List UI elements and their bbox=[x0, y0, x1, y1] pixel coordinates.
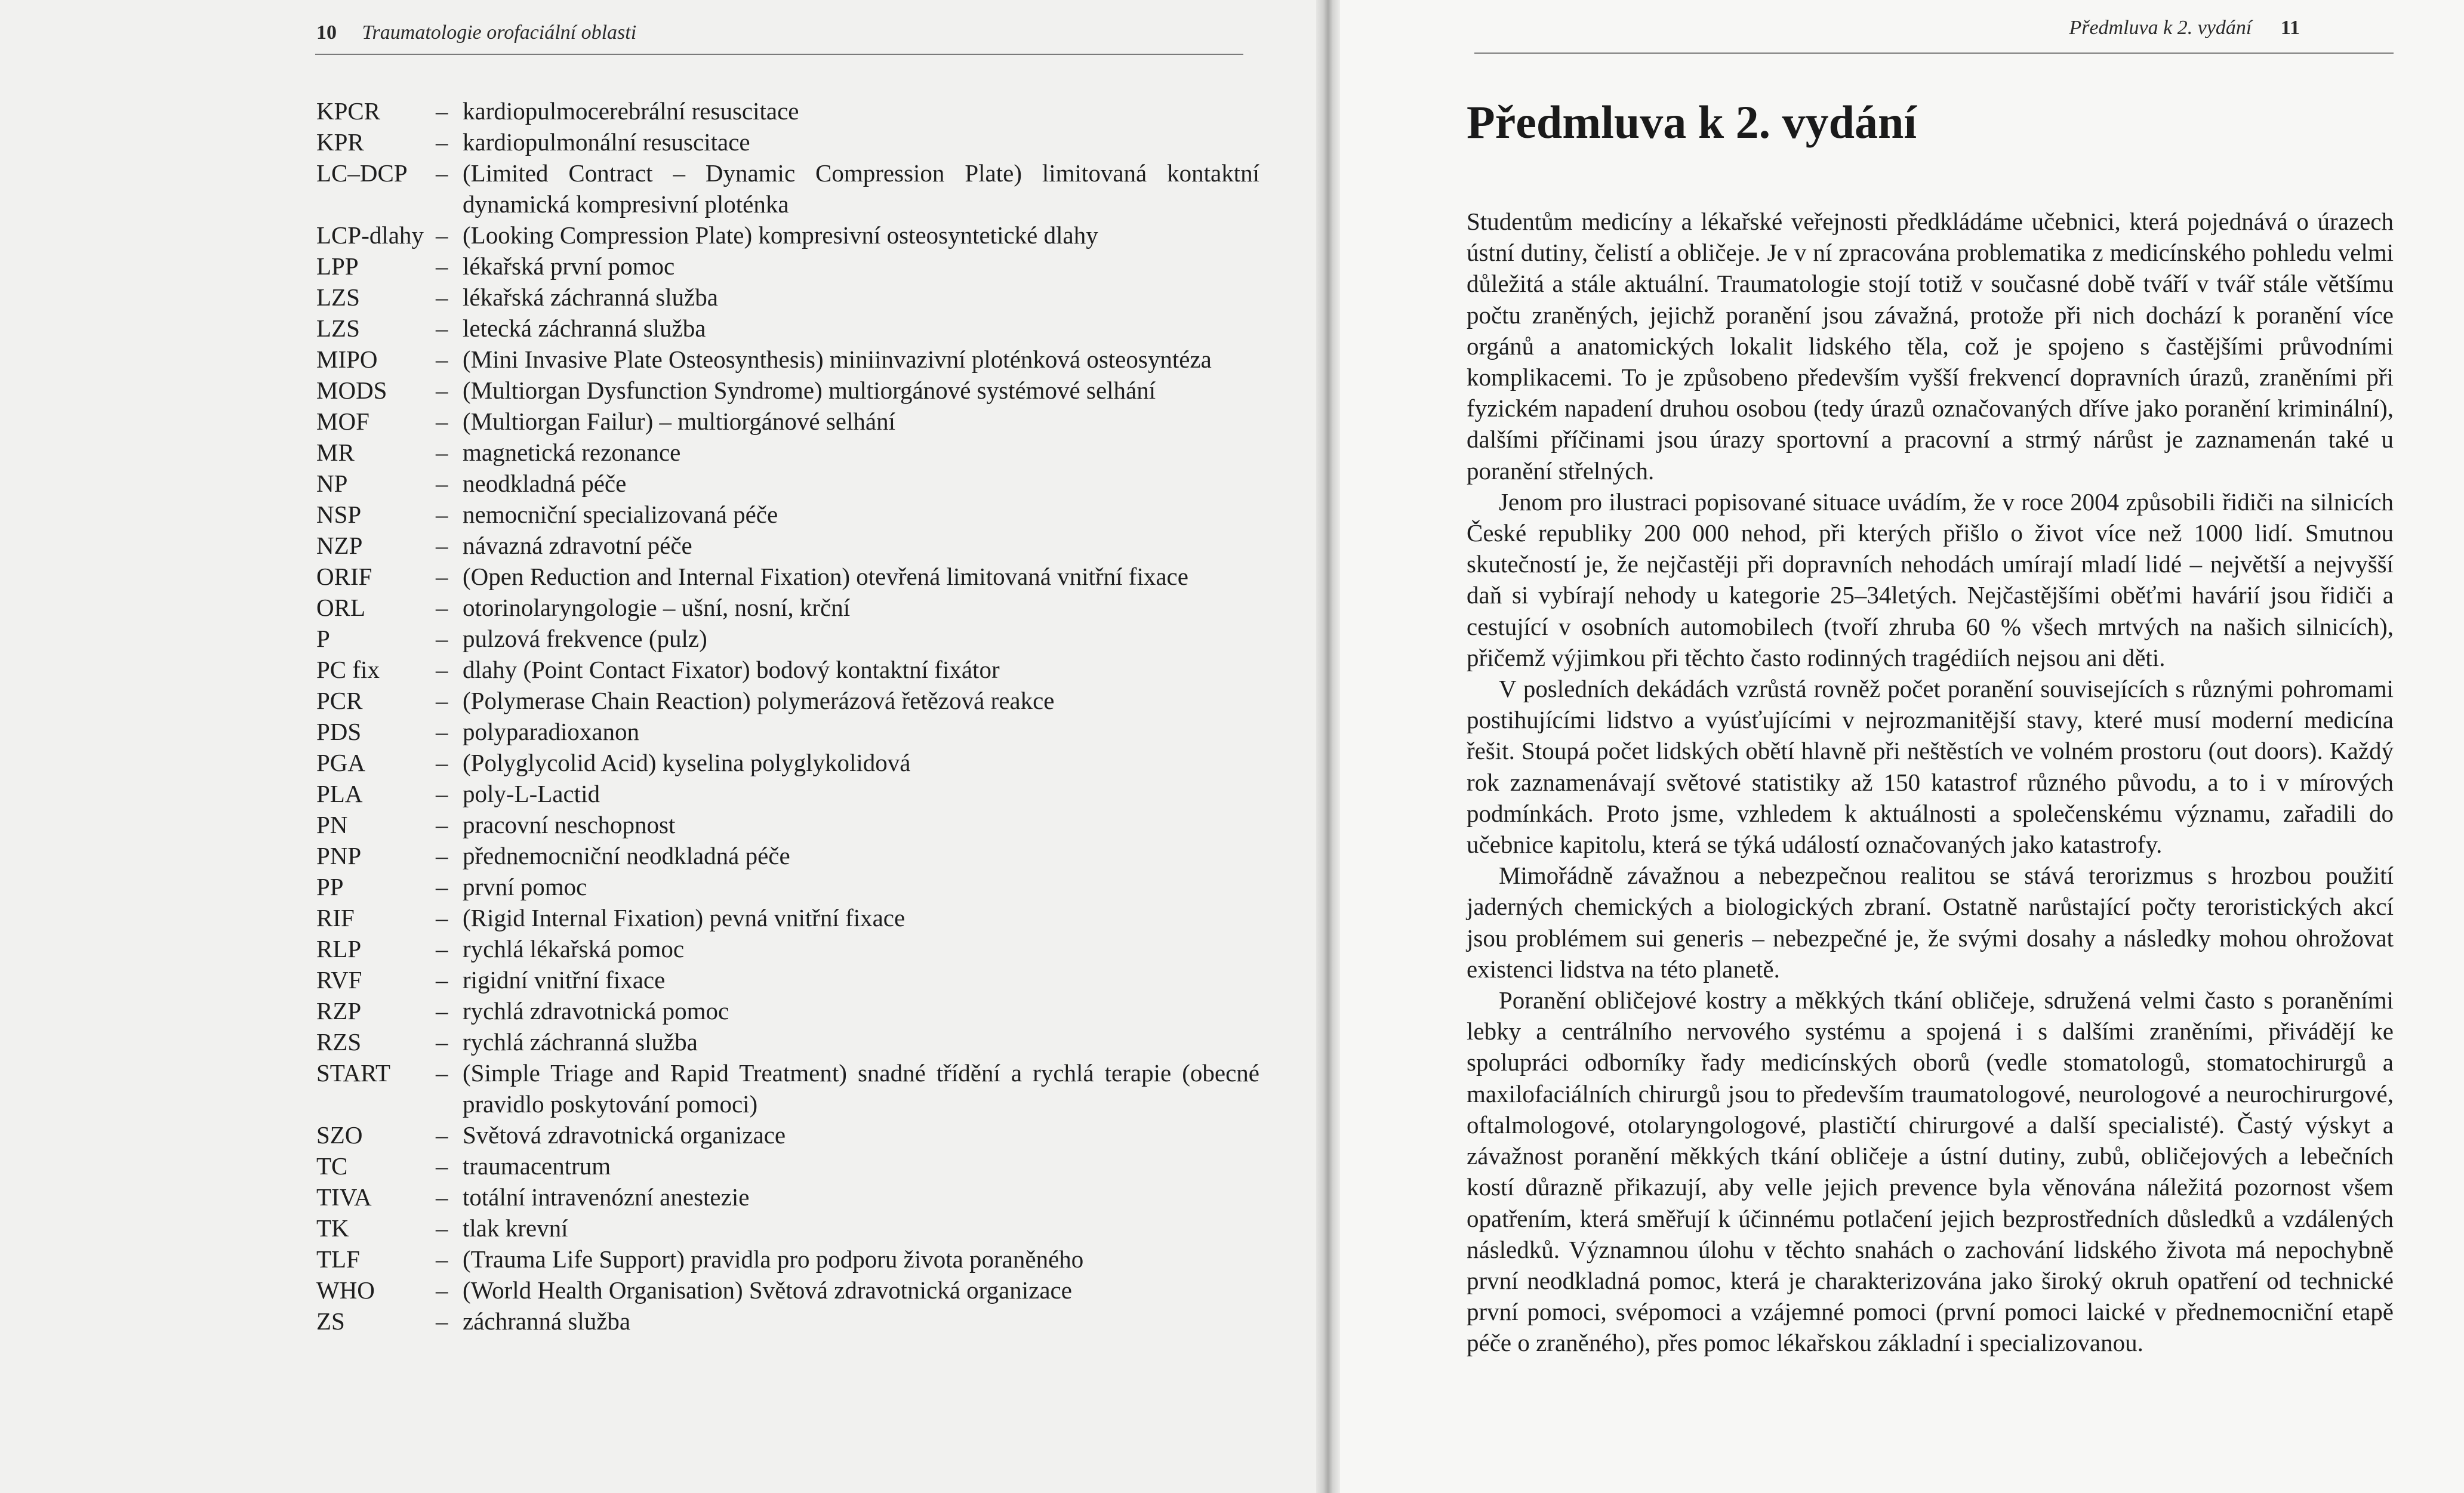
abbreviation-description: rigidní vnitřní fixace bbox=[463, 966, 666, 994]
abbreviation-description: (Mini Invasive Plate Osteosynthesis) miniinvazivní ploténková osteosyntéza bbox=[463, 346, 1212, 373]
abbreviation-term: KPR bbox=[316, 128, 364, 156]
abbreviation-description: tlak krevní bbox=[463, 1214, 568, 1242]
preface-body bbox=[1467, 206, 2394, 1359]
abbreviation-term: PN bbox=[316, 811, 348, 838]
abbreviation-item bbox=[316, 995, 1259, 1026]
abbreviation-item bbox=[316, 933, 1259, 964]
abbreviation-item bbox=[316, 716, 1259, 747]
abbreviation-description: záchranná služba bbox=[463, 1307, 631, 1335]
abbreviation-item bbox=[316, 499, 1259, 530]
abbreviation-item bbox=[316, 220, 1259, 251]
abbreviation-item bbox=[316, 1306, 1259, 1337]
abbreviation-term: LPP bbox=[316, 252, 359, 280]
abbreviation-term: P bbox=[316, 625, 330, 652]
abbreviation-dash: – bbox=[436, 780, 448, 807]
abbreviation-term: RLP bbox=[316, 935, 362, 963]
abbreviation-dash: – bbox=[436, 1214, 448, 1242]
abbreviation-item bbox=[316, 654, 1259, 685]
preface-paragraph: Poranění obličejové kostry a měkkých tkání obličeje, sdružená velmi často s poraněními lebky a centrálního nervového systému a spojená i s dalšími zraněními, přivádějí ke spolupráci odborníky řady medicínských oborů (vedle stomatologů, stomatochirurgů a maxilofaciálních chirurgů jsou to především traumatologové, neurologové a neurochirurgové, oftalmologové, otolaryngologové, plastičtí chirurgové a další specialisté). Častý výskyt a závažnost poranění měkkých tkání obličeje a ústní dutiny, zubů, obličejových a lebečních kostí důrazně přikazují, aby velle jejich prevence byla věnována náležitá pozornost všem opatřením, která směřují k účinnému potlačení jejich bezprostředních důsledků a vzdálených následků. Významnou úlohu v těchto snahách o zachování lidského života má nepochybně první neodkladná pomoc, která je charakterizována jako široký okruh opatření od technické první pomoci, svépomoci a vzájemné pomoci (první pomoci laické v přednemocniční etapě péče o zraněného), přes pomoc lékařskou základní i specializovanou. bbox=[1467, 986, 2394, 1357]
abbreviation-description: pulzová frekvence (pulz) bbox=[463, 625, 707, 652]
abbreviation-dash: – bbox=[436, 221, 448, 249]
abbreviation-dash: – bbox=[436, 656, 448, 683]
abbreviation-term: TIVA bbox=[316, 1183, 372, 1211]
abbreviation-dash: – bbox=[436, 563, 448, 590]
abbreviation-description: (Rigid Internal Fixation) pevná vnitřní fixace bbox=[463, 904, 905, 931]
abbreviation-description: otorinolaryngologie – ušní, nosní, krční bbox=[463, 594, 851, 621]
abbreviation-description: lékařská záchranná služba bbox=[463, 283, 718, 311]
abbreviation-term: PNP bbox=[316, 842, 362, 869]
abbreviation-item bbox=[316, 344, 1259, 375]
abbreviation-description: přednemocniční neodkladná péče bbox=[463, 842, 790, 869]
chapter-title: Předmluva k 2. vydání bbox=[1467, 96, 1917, 148]
abbreviation-dash: – bbox=[436, 346, 448, 373]
abbreviation-term: PCR bbox=[316, 687, 363, 714]
abbreviation-description: letecká záchranná služba bbox=[463, 314, 706, 342]
abbreviation-term: MIPO bbox=[316, 346, 378, 373]
abbreviation-item bbox=[316, 437, 1259, 468]
preface-paragraph: Mimořádně závažnou a nebezpečnou realitou se stává terorizmus s hrozbou použití jaderných chemických a biologických zbraní. Ostatně narůstající počty teroristických akcí jsou problémem sui generis – nebezpečné je, že svými dosahy a následky mohou ohrožovat existenci lidstva na této planetě. bbox=[1467, 862, 2394, 983]
abbreviation-dash: – bbox=[436, 501, 448, 528]
abbreviation-description: (Open Reduction and Internal Fixation) otevřená limitovaná vnitřní fixace bbox=[463, 563, 1188, 590]
abbreviation-term: KPCR bbox=[316, 97, 381, 125]
abbreviation-dash: – bbox=[436, 314, 448, 342]
abbreviation-dash: – bbox=[436, 252, 448, 280]
abbreviation-item bbox=[316, 1275, 1259, 1306]
abbreviation-description: poly-L-Lactid bbox=[463, 780, 600, 807]
right-running-title: Předmluva k 2. vydání bbox=[2069, 17, 2252, 39]
abbreviation-description: magnetická rezonance bbox=[463, 439, 681, 466]
abbreviation-term: LCP-dlahy bbox=[316, 221, 424, 249]
abbreviation-dash: – bbox=[436, 470, 448, 497]
abbreviation-term: ORL bbox=[316, 594, 365, 621]
abbreviation-term: ZS bbox=[316, 1307, 345, 1335]
abbreviation-item bbox=[316, 530, 1259, 561]
abbreviation-description: (Looking Compression Plate) kompresivní osteosyntetické dlahy bbox=[463, 221, 1098, 249]
abbreviation-item bbox=[316, 468, 1259, 499]
abbreviation-description: (Simple Triage and Rapid Treatment) snadné třídění a rychlá terapie (obecné pravidlo poskytování pomoci) bbox=[463, 1059, 1259, 1118]
abbreviation-term: LZS bbox=[316, 283, 360, 311]
abbreviation-dash: – bbox=[436, 718, 448, 745]
abbreviation-term: RIF bbox=[316, 904, 355, 931]
abbreviation-term: RZP bbox=[316, 997, 362, 1025]
abbreviation-item bbox=[316, 778, 1259, 809]
abbreviation-dash: – bbox=[436, 625, 448, 652]
abbreviation-item bbox=[316, 685, 1259, 716]
abbreviation-description: (Trauma Life Support) pravidla pro podporu života poraněného bbox=[463, 1245, 1084, 1273]
abbreviation-description: lékařská první pomoc bbox=[463, 252, 675, 280]
abbreviation-description: (Polymerase Chain Reaction) polymerázová řetězová reakce bbox=[463, 687, 1055, 714]
abbreviation-item bbox=[316, 251, 1259, 282]
abbreviation-term: ORIF bbox=[316, 563, 372, 590]
abbreviation-dash: – bbox=[436, 749, 448, 776]
abbreviation-item bbox=[316, 313, 1259, 344]
abbreviation-dash: – bbox=[436, 904, 448, 931]
abbreviation-description: (Multiorgan Failur) – multiorgánové selhání bbox=[463, 408, 895, 435]
abbreviation-item bbox=[316, 1182, 1259, 1213]
abbreviation-dash: – bbox=[436, 283, 448, 311]
abbreviation-dash: – bbox=[436, 935, 448, 963]
book-gutter bbox=[1316, 0, 1340, 1493]
abbreviation-description: nemocniční specializovaná péče bbox=[463, 501, 778, 528]
abbreviation-item bbox=[316, 902, 1259, 933]
abbreviation-item bbox=[316, 1119, 1259, 1150]
abbreviation-dash: – bbox=[436, 377, 448, 404]
abbreviation-item bbox=[316, 592, 1259, 623]
abbreviation-description: (Polyglycolid Acid) kyselina polyglykolidová bbox=[463, 749, 911, 776]
abbreviation-description: pracovní neschopnost bbox=[463, 811, 676, 838]
abbreviation-term: RVF bbox=[316, 966, 362, 994]
abbreviation-description: kardiopulmocerebrální resuscitace bbox=[463, 97, 799, 125]
abbreviation-dash: – bbox=[436, 159, 448, 187]
abbreviation-item bbox=[316, 406, 1259, 437]
abbreviation-dash: – bbox=[436, 687, 448, 714]
abbreviation-item bbox=[316, 964, 1259, 995]
abbreviation-item bbox=[316, 747, 1259, 778]
right-page-number: 11 bbox=[2280, 17, 2300, 39]
abbreviation-term: TLF bbox=[316, 1245, 360, 1273]
abbreviation-dash: – bbox=[436, 1183, 448, 1211]
left-page-number: 10 bbox=[316, 21, 337, 44]
abbreviation-dash: – bbox=[436, 1152, 448, 1180]
left-running-head bbox=[316, 21, 636, 44]
abbreviation-item bbox=[316, 95, 1259, 127]
abbreviation-term: TK bbox=[316, 1214, 349, 1242]
abbreviation-dash: – bbox=[436, 1121, 448, 1149]
abbreviation-dash: – bbox=[436, 1307, 448, 1335]
abbreviation-term: PLA bbox=[316, 780, 363, 807]
abbreviation-dash: – bbox=[436, 594, 448, 621]
abbreviation-term: RZS bbox=[316, 1028, 362, 1056]
abbreviation-dash: – bbox=[436, 408, 448, 435]
abbreviation-term: NP bbox=[316, 470, 348, 497]
abbreviation-term: TC bbox=[316, 1152, 348, 1180]
abbreviation-term: MOF bbox=[316, 408, 369, 435]
preface-paragraph: Studentům medicíny a lékařské veřejnosti předkládáme učebnici, která pojednává o úrazech ústní dutiny, čelistí a obličeje. Je v ní zpracována problematika z medicínského pohledu velmi důležitá a stále aktuální. Traumatologie stojí totiž v současné době tváří v tvář stále většímu počtu zraněných, jejichž poranění jsou závažná, protože při nich dochází k poranění více orgánů a anatomických lokalit lidského těla, což je spojeno s častějšími průvodními komplikacemi. To je způsobeno především vyšší frekvencí dopravních úrazů, zraněními při fyzickém napadení druhou osobou (tedy úrazů označovaných dříve jako poranění kriminální), dalšími příčinami jsou úrazy sportovní a pracovní a strmý nárůst je zaznamenán také u poranění střelných. bbox=[1467, 208, 2394, 485]
preface-paragraph: Jenom pro ilustraci popisované situace uvádím, že v roce 2004 způsobili řidiči na silnicích České republiky 200 000 nehod, při kterých přišlo o život více než 1000 lidí. Smutnou skutečností je, že nejčastěji při dopravních nehodách umírají mladí lidé – největší a nejvyšší daň si vybírají nehody u kategorie 25–34letých. Nejčastějšími oběťmi havárií jsou řidiči a cestující v osobních automobilech (tvoří zhruba 60 % všech mrtvých na našich silnicích), přičemž výjimkou při těchto často rodinných tragédiích nejsou ani děti. bbox=[1467, 488, 2394, 671]
abbreviation-item bbox=[316, 1026, 1259, 1057]
abbreviation-item bbox=[316, 561, 1259, 592]
abbreviation-item bbox=[316, 282, 1259, 313]
abbreviation-description: dlahy (Point Contact Fixator) bodový kontaktní fixátor bbox=[463, 656, 1000, 683]
abbreviation-description: rychlá záchranná služba bbox=[463, 1028, 698, 1056]
abbreviation-term: SZO bbox=[316, 1121, 363, 1149]
abbreviation-description: neodkladná péče bbox=[463, 470, 627, 497]
abbreviation-item bbox=[316, 840, 1259, 871]
abbreviation-description: traumacentrum bbox=[463, 1152, 611, 1180]
abbreviation-description: (World Health Organisation) Světová zdravotnická organizace bbox=[463, 1276, 1072, 1304]
abbreviation-item bbox=[316, 1213, 1259, 1244]
abbreviation-term: WHO bbox=[316, 1276, 375, 1304]
abbreviation-dash: – bbox=[436, 97, 448, 125]
abbreviation-term: MR bbox=[316, 439, 355, 466]
abbreviation-description: návazná zdravotní péče bbox=[463, 532, 692, 559]
abbreviation-term: NZP bbox=[316, 532, 363, 559]
abbreviation-term: LC–DCP bbox=[316, 159, 408, 187]
abbreviation-term: NSP bbox=[316, 501, 362, 528]
right-running-head bbox=[2069, 17, 2300, 39]
abbreviation-list bbox=[316, 95, 1259, 1337]
abbreviation-description: polyparadioxanon bbox=[463, 718, 640, 745]
preface-paragraph: V posledních dekádách vzrůstá rovněž počet poranění souvisejících s různými pohromami postihujícími lidstvo a vyúsťujícími v nejrozmanitější stavy, které musí moderní medicína řešit. Stoupá počet lidských obětí hlavně při neštěstích ve volném prostoru (out doors). Každý rok zaznamenávají světové statistiky až 150 katastrof různého původu, a to i v mírových podmínkách. Proto jsme, vzhledem k aktuálnosti a společenskému významu, zařadili do učebnice kapitolu, která se týká událostí označovaných jako katastrofy. bbox=[1467, 675, 2394, 859]
left-header-rule bbox=[315, 54, 1243, 55]
abbreviation-dash: – bbox=[436, 1245, 448, 1273]
abbreviation-dash: – bbox=[436, 128, 448, 156]
abbreviation-term: MODS bbox=[316, 377, 387, 404]
abbreviation-dash: – bbox=[436, 997, 448, 1025]
abbreviation-description: (Multiorgan Dysfunction Syndrome) multiorgánové systémové selhání bbox=[463, 377, 1156, 404]
abbreviation-dash: – bbox=[436, 1276, 448, 1304]
right-header-rule bbox=[1474, 53, 2394, 54]
abbreviation-item bbox=[316, 1150, 1259, 1182]
abbreviation-item bbox=[316, 871, 1259, 902]
abbreviation-dash: – bbox=[436, 439, 448, 466]
abbreviation-description: rychlá zdravotnická pomoc bbox=[463, 997, 729, 1025]
abbreviation-item bbox=[316, 1244, 1259, 1275]
abbreviation-term: PP bbox=[316, 873, 344, 900]
abbreviation-item bbox=[316, 809, 1259, 840]
abbreviation-item bbox=[316, 127, 1259, 158]
abbreviation-term: START bbox=[316, 1059, 391, 1087]
abbreviation-dash: – bbox=[436, 1059, 448, 1087]
abbreviation-dash: – bbox=[436, 842, 448, 869]
abbreviation-term: PC fix bbox=[316, 656, 380, 683]
abbreviation-dash: – bbox=[436, 811, 448, 838]
abbreviation-item bbox=[316, 1057, 1259, 1119]
abbreviation-description: kardiopulmonální resuscitace bbox=[463, 128, 750, 156]
abbreviation-term: PGA bbox=[316, 749, 366, 776]
abbreviation-item bbox=[316, 158, 1259, 220]
abbreviation-description: Světová zdravotnická organizace bbox=[463, 1121, 786, 1149]
abbreviation-dash: – bbox=[436, 532, 448, 559]
abbreviation-dash: – bbox=[436, 1028, 448, 1056]
abbreviation-description: první pomoc bbox=[463, 873, 587, 900]
abbreviation-description: totální intravenózní anestezie bbox=[463, 1183, 750, 1211]
abbreviation-item bbox=[316, 375, 1259, 406]
abbreviation-description: (Limited Contract – Dynamic Compression Plate) limitovaná kontaktní dynamická kompresivní ploténka bbox=[463, 159, 1259, 218]
abbreviation-dash: – bbox=[436, 966, 448, 994]
left-running-title: Traumatologie orofaciální oblasti bbox=[362, 21, 637, 44]
abbreviation-dash: – bbox=[436, 873, 448, 900]
abbreviation-term: PDS bbox=[316, 718, 362, 745]
abbreviation-term: LZS bbox=[316, 314, 360, 342]
abbreviation-item bbox=[316, 623, 1259, 654]
abbreviation-description: rychlá lékařská pomoc bbox=[463, 935, 685, 963]
